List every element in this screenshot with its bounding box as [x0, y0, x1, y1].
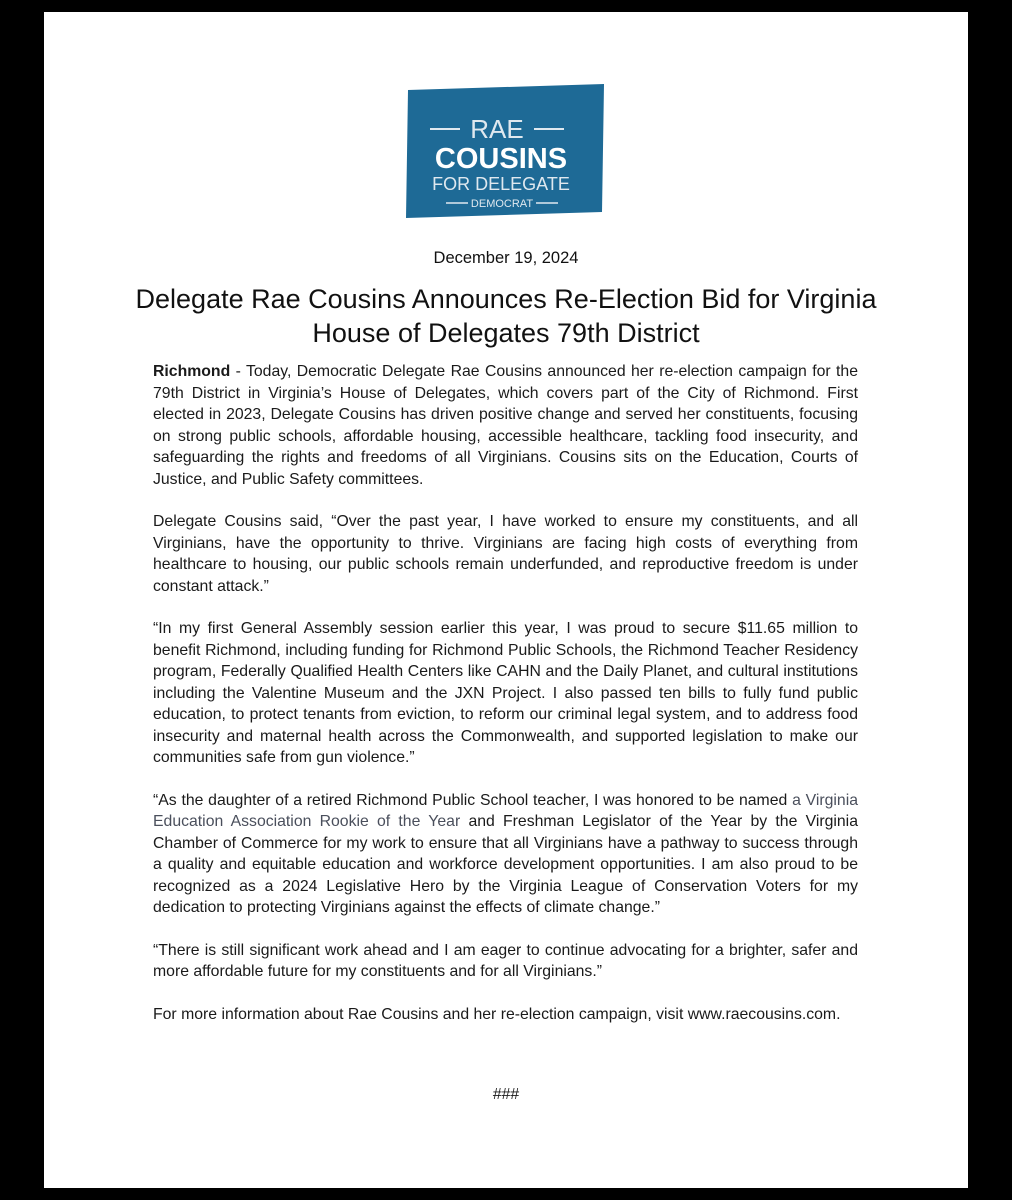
campaign-logo-graphic	[406, 84, 606, 218]
paragraph-quote-3	[153, 790, 858, 919]
press-release-page	[44, 12, 968, 1188]
paragraph-intro-text: - Today, Democratic Delegate Rae Cousins announced her re-election campaign for the 79th District in Virginia’s House of Delegates, which covers part of the City of Richmond. First elected in 2023, Delegate Cousins has driven positive change and served her constituents, focusing on strong public schools, affordable housing, accessible healthcare, tackling food insecurity, and safeguarding the rights and freedoms of all Virginians. Cousins sits on the Education, Courts of Justice, and Public Safety committees.	[153, 363, 858, 488]
end-mark: ###	[492, 1086, 520, 1103]
vea-award-link[interactable]: a Virginia Education Association Rookie of the Year	[153, 791, 859, 830]
release-headline: Delegate Rae Cousins Announces Re-Election Bid for Virginia House of Delegates 79th District	[135, 284, 877, 348]
logo-last-name: COUSINS	[434, 143, 568, 175]
paragraph-quote-3-start: “As the daughter of a retired Richmond Public School teacher, I was honored to be named	[153, 791, 793, 809]
paragraph-more-info: For more information about Rae Cousins and her re-election campaign, visit www.raecousins.com.	[153, 1005, 841, 1023]
campaign-logo	[406, 84, 606, 218]
paragraph-intro	[153, 361, 858, 490]
logo-first-name: RAE	[470, 114, 524, 144]
paragraph-quote-1: Delegate Cousins said, “Over the past year, I have worked to ensure my constituents, and all Virginians, have the opportunity to thrive. Virginians are facing high costs of everything from healthcare to housing, our public schools remain underfunded, and reproductive freedom is under constant attack.”	[153, 513, 858, 595]
logo-for-delegate: FOR DELEGATE	[432, 174, 570, 194]
paragraph-quote-3-end: and Freshman Legislator of the Year by the Virginia Chamber of Commerce for my work to ensure that all Virginians have a pathway to success through a quality and equitable education and workforce development opportunities. I am also proud to be recognized as a 2024 Legislative Hero by the Virginia League of Conservation Voters for my dedication to protecting Virginians against the effects of climate change.”	[153, 813, 858, 916]
dateline-location: Richmond	[153, 363, 231, 380]
release-body	[153, 361, 858, 1046]
logo-party: DEMOCRAT	[470, 198, 534, 210]
release-date: December 19, 2024	[433, 249, 579, 267]
paragraph-quote-2: “In my first General Assembly session earlier this year, I was proud to secure $11.65 million to benefit Richmond, including funding for Richmond Public Schools, the Richmond Teacher Residency program, Federally Qualified Health Centers like CAHN and the Daily Planet, and cultural institutions including the Valentine Museum and the JXN Project. I also passed ten bills to fully fund public education, to protect tenants from eviction, to reform our criminal legal system, and to address food insecurity and maternal health across the Commonwealth, and supported legislation to make our communities safe from gun violence.”	[153, 620, 858, 766]
paragraph-quote-4: “There is still significant work ahead and I am eager to continue advocating for a brighter, safer and more affordable future for my constituents and for all Virginians.”	[153, 941, 858, 980]
